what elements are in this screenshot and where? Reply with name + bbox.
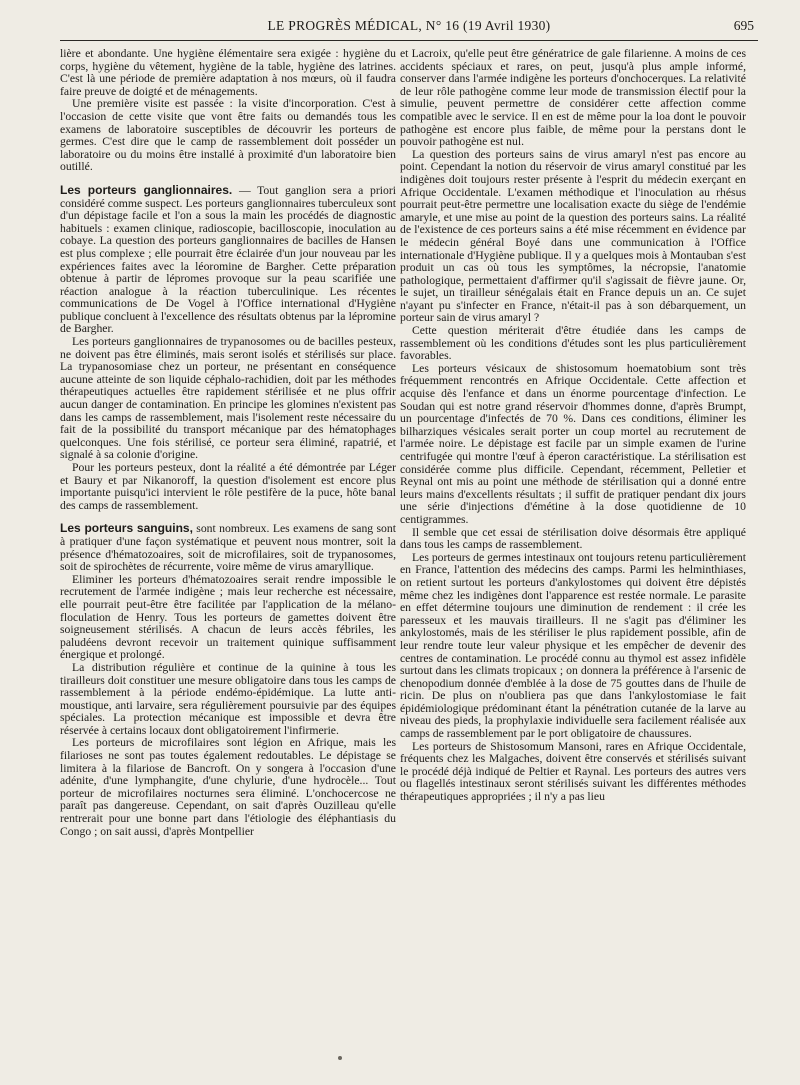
paragraph: Il semble que cet essai de stérilisation doive désormais être appliqué dans tous les camps de rassemblement. <box>400 525 746 552</box>
journal-title: LE PROGRÈS MÉDICAL, N° 16 (19 Avril 1930) <box>267 18 551 33</box>
paragraph: Les porteurs de Shistosomum Mansoni, rares en Afrique Occidentale, fréquents chez les Malgaches, doivent être conservés et stérilisés suivant le procédé déjà indiqué de Peltier et Raynal. Les porteurs des autres vers ou flagellés intestinaux seront stérilisés suivant les différentes méthodes thérapeutiques appropriées ; il n'y a pas lieu <box>400 739 746 804</box>
right-column <box>400 48 746 804</box>
section-sanguins <box>60 522 396 573</box>
paragraph: Une première visite est passée : la visite d'incorporation. C'est à l'occasion de cette visite que vont être faits ou demandés tous les examens de laboratoire susceptibles de découvrir les porteurs de germes. C'est dire que le camp de rassemblement doit posséder un laboratoire ou du moins être installé à proximité d'un laboratoire bien outillé. <box>60 97 396 174</box>
paragraph: La question des porteurs sains de virus amaryl n'est pas encore au point. Cependant la notion du réservoir de virus amaryl constitué par les indigènes doit toujours rester présente à l'esprit du médecin exerçant en Afrique Occidentale. L'examen méthodique et l'inoculation au rhésus pourrait peut-être permettre une localisation exacte du siège de l'endémie amaryle, et une mise au point de la question des porteurs sains. La réalité de l'existence de ces porteurs sains a été mise récemment en évidence par le médecin général Boyé dans une communication à l'Office internationale d'Hygiène publique. Il y a quelques mois à Montauban s'est produit un cas où tous les symptômes, la nécropsie, l'anatomie pathologique, permettaient d'affirmer qu'il s'agissait de fièvre jaune. Or, le sujet, un tirailleur sénégalais était en France depuis un an. Ce sujet n'ayant pu s'infecter en France, n'était-il pas à son débarquement, un porteur sain de virus amaryl ? <box>400 147 746 325</box>
section-ganglionnaires <box>60 184 396 336</box>
paragraph: et Lacroix, qu'elle peut être génératrice de gale filarienne. A moins de ces accidents spéciaux et rares, on peut, jusqu'à plus ample informé, conserver dans l'armée indigène les porteurs d'onchocerques. La relativité de leur rôle pathogène comme leur mode de transmission électif pour la simulie, peuvent permettre de considérer cette affection comme compatible avec le service. Il en est de même pour la loa dont le pouvoir pathogène est encore plus faible, de même pour la perstans dont le pouvoir pathogène est nul. <box>400 47 746 149</box>
paragraph: Les porteurs de microfilaires sont légion en Afrique, mais les filarioses ne sont pas toutes également redoutables. Le dépistage se limitera à la filariose de Bancroft. On y songera à l'occasion d'une adénite, d'une lymphangite, d'une chylurie, d'une hydrocèle... Tout porteur de microfilaires nocturnes sera éliminé. L'onchocercose ne paraît pas dangereuse. Cependant, on sait d'après Ouzilleau qu'elle rentrerait pour une bonne part dans l'étiologie des éléphantiasis du Congo ; on sait aussi, d'après Montpellier <box>60 736 396 838</box>
section-text: — Tout ganglion sera a priori considéré comme suspect. Les porteurs ganglionnaires tuberculeux sont d'un dépistage facile et l'on a sous la main les procédés de diagnostic habituels : examen clinique, radioscopie, bacilloscopie, inoculation au cobaye. La question des porteurs ganglionnaires de bacilles de Hansen est plus complexe ; elle pourrait être éclairée d'un jour nouveau par les expériences faites avec la léoromine de Bargher. Cette préparation obtenue à partir de lépromes provoque sur la peau scarifiée une réaction analogue à la réaction tuberculinique. Les récentes communications de De Vogel à l'Office international d'Hygiène publique concluent à l'excellence des résultats obtenus par la lépromine de Bargher. <box>60 183 397 336</box>
paragraph: Cette question mériterait d'être étudiée dans les camps de rassemblement où les conditions d'études sont les plus particulièrement favorables. <box>400 324 746 363</box>
section-text: sont nombreux. Les examens de sang sont à pratiquer d'une façon systématique et peuvent nous montrer, soit la présence d'hématozoaires, soit de microfilaires, soit de trypanosomes, soit de spirochètes de récurrente, voire même de virus amaryllique. <box>60 522 396 574</box>
ink-dot <box>338 1056 342 1060</box>
paragraph: Les porteurs de germes intestinaux ont toujours retenu particulièrement en France, l'attention des médecins des camps. Parmi les helminthiases, on retient surtout les porteurs d'ankylostomes qui doivent être dépistés même chez les indigènes dont l'apparence est restée normale. Le parasite en effet détermine toujours une diminution de rendement : il crée les paresseux et les mauvais tirailleurs. Il ne s'agit pas d'éliminer les ankylostomés, mais de les stériliser le plus rapidement possible, afin de leur rendre toute leur valeur physique et les empêcher de devenir des centres de contamination. Le procédé connu au thymol est assez infidèle surtout dans les climats tropicaux ; on donnera la préférence à l'arsenic de chenopodium donnée d'emblée à la dose de 75 gouttes dans de l'huile de ricin. De plus on n'oubliera pas que dans l'ankylostomiase le fait épidémiologique prédominant étant la pénétration cutanée de la larve au niveau des pieds, la prophylaxie individuelle sera facilement réalisée aux camps de rassemblement par le port obligatoire de chaussures. <box>400 550 746 741</box>
paragraph: La distribution régulière et continue de la quinine à tous les tirailleurs doit constituer une mesure obligatoire dans tous les camps de rassemblement à la période endémo-épidémique. La lutte anti-moustique, anti larvaire, sera régulièrement poursuivie par des équipes spéciales. La protection mécanique est impossible et devra être réservée à certains locaux dont obligatoirement l'infirmerie. <box>60 660 396 737</box>
paragraph: lière et abondante. Une hygiène élémentaire sera exigée : hygiène du corps, hygiène du vêtement, hygiène de la table, hygiène des latrines. C'est là une période de première adaptation à nos mœurs, où il faudra faire preuve de doigté et de ménagements. <box>60 47 396 98</box>
paragraph: Pour les porteurs pesteux, dont la réalité a été démontrée par Léger et Baury et par Nikanoroff, la question d'isolement est encore plus importante puisqu'ici intervient le rôle pestifère de la puce, hôte banal des camps de rassemblement. <box>60 461 396 512</box>
paragraph: Les porteurs ganglionnaires de trypanosomes ou de bacilles pesteux, ne doivent pas être éliminés, mais seront isolés et stérilisés sur place. La trypanosomiase chez un porteur, ne présentant en conséquence aucune atteinte de son liquide céphalo-rachidien, doit par les méthodes thérapeutiques actuelles être rapidement stérilisée et ne plus offrir aucun danger de contamination. En principe les glomines n'existent pas dans les camps de rassemblement, mais l'isolement reste nécessaire du fait de la possibilité du transport mécanique par des hématophages quelconques. Une fois stérilisé, ce porteur sera éliminé, rapatrié, et signalé à sa colonie d'origine. <box>60 335 396 462</box>
section-heading: Les porteurs sanguins, <box>60 521 193 536</box>
paragraph: Les porteurs vésicaux de shistosomum hoematobium sont très fréquemment rencontrés en Afrique Occidentale. Cette affection et acquise dès l'enfance et dans un énorme pourcentage d'infection. Le Soudan qui est notre grand réservoir d'hommes donne, d'après Brumpt, un pourcentage d'infectés de 70 %. Dans ces conditions, éliminer les bilharziques vésicales serait porter un coup mortel au recrutement de l'armée noire. Le dépistage est facile par un simple examen de l'urine centrifugée qui montre l'œuf à éperon caractéristique. La stérilisation est considérée comme plus difficile. Cependant, récemment, Pelletier et Reynal ont mis au point une méthode de stérilisation qui a donné entre leurs mains d'excellents résultats ; il suffit de pratiquer pendant dix jours une série d'injections d'émétine à la dose quotidienne de 10 centigrammes. <box>400 361 746 526</box>
running-header <box>60 14 758 41</box>
section-heading: Les porteurs ganglionnaires. <box>60 182 233 197</box>
page-number: 695 <box>733 18 754 33</box>
paragraph: Eliminer les porteurs d'hématozoaires serait rendre impossible le recrutement de l'armée indigène ; mais leur recherche est nécessaire, elle pourrait peut-être être facilitée par l'application de la mélano-floculation de Henry. Tous les porteurs de gamettes doivent être soigneusement stérilisés. A chacun de leurs accès fébriles, les paludéens devront recevoir un traitement quinique suffisamment énergique et prolongé. <box>60 572 396 662</box>
left-column <box>60 48 396 838</box>
